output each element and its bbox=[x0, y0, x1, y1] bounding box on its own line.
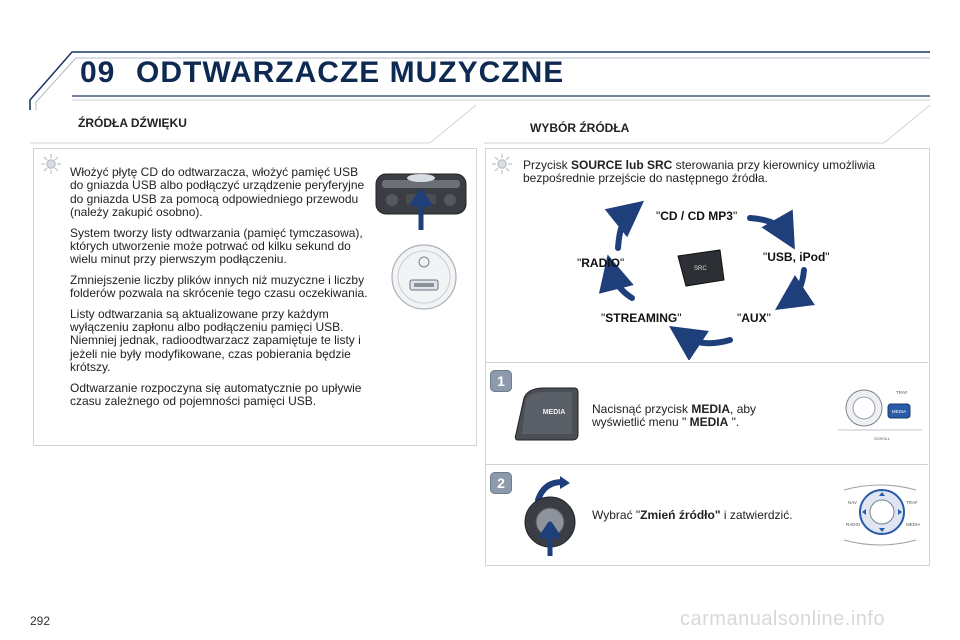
source-button-name: SOURCE lub SRC bbox=[571, 158, 673, 172]
left-paragraph: System tworzy listy odtwarzania (pamięć tymczasowa), których utworzenie może potrwać od kilku sekund do wielu minut przy pierwszym podłączeniu. bbox=[70, 225, 363, 267]
svg-text:TRAF: TRAF bbox=[906, 500, 918, 505]
cycle-label-usb: "USB, iPod" bbox=[763, 250, 830, 264]
rotary-knob-illustration bbox=[520, 476, 584, 556]
chapter-number: 09 bbox=[80, 56, 116, 89]
svg-text:MEDIA: MEDIA bbox=[906, 522, 921, 527]
step-1-text: Nacisnąć przycisk MEDIA, aby wyświetlić menu " MEDIA ". bbox=[592, 402, 757, 430]
right-intro-text: Przycisk SOURCE lub SRC sterowania przy kierownicy umożliwia bezpośrednie przejście do następnego źródła. bbox=[523, 158, 876, 186]
svg-text:TRAF: TRAF bbox=[896, 390, 908, 395]
svg-text:MEDIA: MEDIA bbox=[891, 409, 907, 414]
left-text-block bbox=[70, 166, 370, 416]
lightbulb-icon bbox=[492, 154, 512, 174]
cycle-label-aux: "AUX" bbox=[737, 311, 771, 325]
left-section-title: ŹRÓDŁA DŹWIĘKU bbox=[78, 116, 187, 130]
header-frame bbox=[0, 0, 960, 110]
svg-text:SRC: SRC bbox=[694, 266, 707, 272]
left-paragraph: Włożyć płytę CD do odtwarzacza, włożyć pamięć USB do gniazda USB albo podłączyć urządzenie peryferyjne do gniazda USB za pomocą odpowiedniego przewodu (należy zakupić osobno). bbox=[70, 165, 365, 220]
page-title: ODTWARZACZE MUZYCZNE bbox=[136, 56, 565, 89]
left-paragraph: Odtwarzanie rozpoczyna się automatycznie po upływie czasu zależnego od pojemności pamięci USB. bbox=[70, 380, 362, 409]
svg-text:MEDIA: MEDIA bbox=[542, 409, 566, 416]
left-paragraph: Listy odtwarzania są aktualizowane przy każdym wyłączeniu zapłonu albo podłączeniu pamięci USB. Niemniej jednak, radioodtwarzacz zapamiętuje te listy i jeżeli nie były modyfikowane, czas pobierania będzie krótszy. bbox=[70, 306, 361, 375]
cycle-label-cd: "CD / CD MP3" bbox=[656, 209, 738, 223]
step-2-badge: 2 bbox=[490, 472, 512, 494]
svg-text:SCROLL: SCROLL bbox=[874, 436, 891, 441]
src-key-illustration bbox=[678, 250, 724, 286]
left-paragraph: Zmniejszenie liczby plików innych niż muzyczne i liczby folderów pozwala na skrócenie tego czasu oczekiwania. bbox=[70, 272, 368, 301]
svg-text:RADIO: RADIO bbox=[846, 522, 861, 527]
divider bbox=[485, 464, 928, 465]
cd-player-illustration bbox=[372, 166, 470, 234]
page-number: 292 bbox=[30, 614, 51, 628]
right-section-title: WYBÓR ŹRÓDŁA bbox=[530, 121, 630, 135]
svg-text:NAV: NAV bbox=[848, 500, 857, 505]
cycle-label-streaming: "STREAMING" bbox=[601, 311, 682, 325]
media-panel-illustration bbox=[838, 380, 922, 446]
watermark-text: carmanualsonline.info bbox=[680, 608, 886, 630]
usb-port-illustration bbox=[389, 242, 459, 312]
lightbulb-icon bbox=[41, 154, 61, 174]
navigation-panel-illustration bbox=[838, 478, 922, 552]
divider bbox=[485, 362, 928, 363]
step-2-text: Wybrać "Zmień źródło" i zatwierdzić. bbox=[592, 508, 793, 522]
cycle-label-radio: "RADIO" bbox=[577, 256, 625, 270]
step-1-badge: 1 bbox=[490, 370, 512, 392]
media-button-illustration bbox=[514, 384, 580, 444]
source-cycle-diagram bbox=[590, 200, 840, 360]
